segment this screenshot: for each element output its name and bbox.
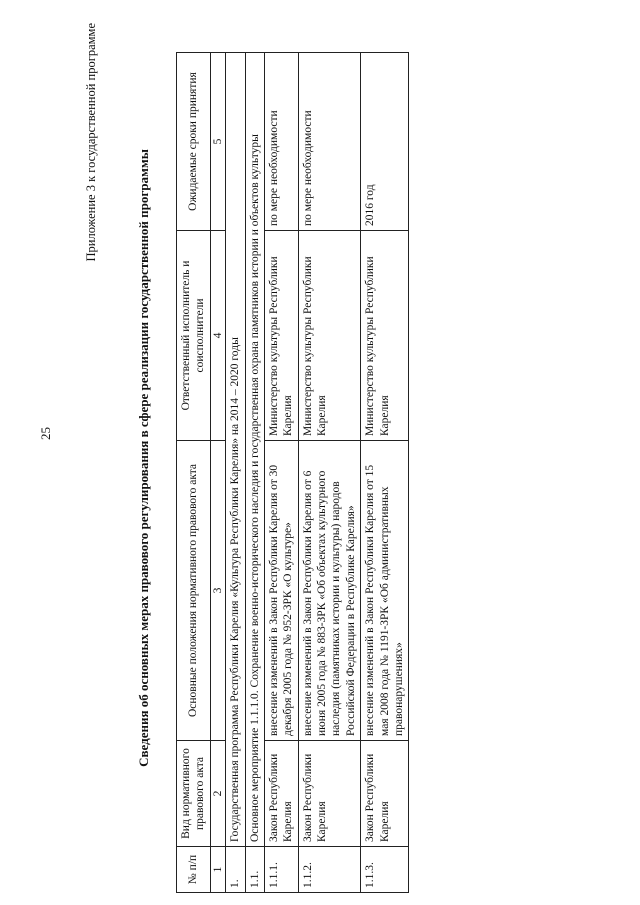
row-deadline: по мере необходимости — [298, 53, 361, 231]
row-executor: Министерство культуры Республики Карелия — [298, 231, 361, 441]
row-executor: Министерство культуры Республики Карелия — [361, 231, 409, 441]
row-act-type: Закон Республики Карелия — [361, 741, 409, 847]
table-header-row — [177, 53, 211, 893]
document-title: Сведения об основных мерах правового регулирования в сфере реализации государственной программы — [136, 149, 151, 767]
column-number: 3 — [210, 441, 225, 741]
row-provisions: внесение изменений в Закон Республики Карелия от 15 мая 2008 года № 1191-ЗРК «Об административных правонарушениях» — [361, 441, 409, 741]
header-act-type: Вид нормативного правового акта — [177, 741, 211, 847]
row-act-type: Закон Республики Карелия — [264, 741, 298, 847]
section-text: Государственная программа Республики Карелия «Культура Республики Карелия» на 2014 – 2020 годы — [226, 53, 245, 847]
section-num: 1. — [226, 847, 245, 893]
row-provisions: внесение изменений в Закон Республики Карелия от 30 декабря 2005 года № 952-ЗРК «О культуре» — [264, 441, 298, 741]
header-deadline: Ожидаемые сроки принятия — [177, 53, 211, 231]
subsection-row — [245, 53, 264, 893]
table-row — [361, 53, 409, 893]
table-row — [298, 53, 361, 893]
section-row — [226, 53, 245, 893]
row-act-type: Закон Республики Карелия — [298, 741, 361, 847]
table-row — [264, 53, 298, 893]
header-provisions: Основные положения нормативного правового акта — [177, 441, 211, 741]
header-executor: Ответственный исполнитель и соисполнители — [177, 231, 211, 441]
column-number: 4 — [210, 231, 225, 441]
subsection-num: 1.1. — [245, 847, 264, 893]
page-number: 25 — [38, 427, 53, 440]
row-deadline: по мере необходимости — [264, 53, 298, 231]
column-number-row — [210, 53, 225, 893]
row-num: 1.1.3. — [361, 847, 409, 893]
row-deadline: 2016 год — [361, 53, 409, 231]
column-number: 5 — [210, 53, 225, 231]
column-number: 2 — [210, 741, 225, 847]
row-executor: Министерство культуры Республики Карелия — [264, 231, 298, 441]
row-provisions: внесение изменений в Закон Республики Карелия от 6 июня 2005 года № 883-ЗРК «Об объектах культурного наследия (памятниках истории и культуры) народов Российской Федерации в Республике Карелия» — [298, 441, 361, 741]
column-number: 1 — [210, 847, 225, 893]
subsection-text: Основное мероприятие 1.1.1.0. Сохранение военно-исторического наследия и государственная охрана памятников истории и объектов культуры — [245, 53, 264, 847]
legal-measures-table — [176, 52, 409, 893]
header-num: № п/п — [177, 847, 211, 893]
appendix-note: Приложение 3 к государственной программе — [84, 23, 98, 262]
row-num: 1.1.2. — [298, 847, 361, 893]
rotated-page-content — [80, 23, 640, 893]
row-num: 1.1.1. — [264, 847, 298, 893]
